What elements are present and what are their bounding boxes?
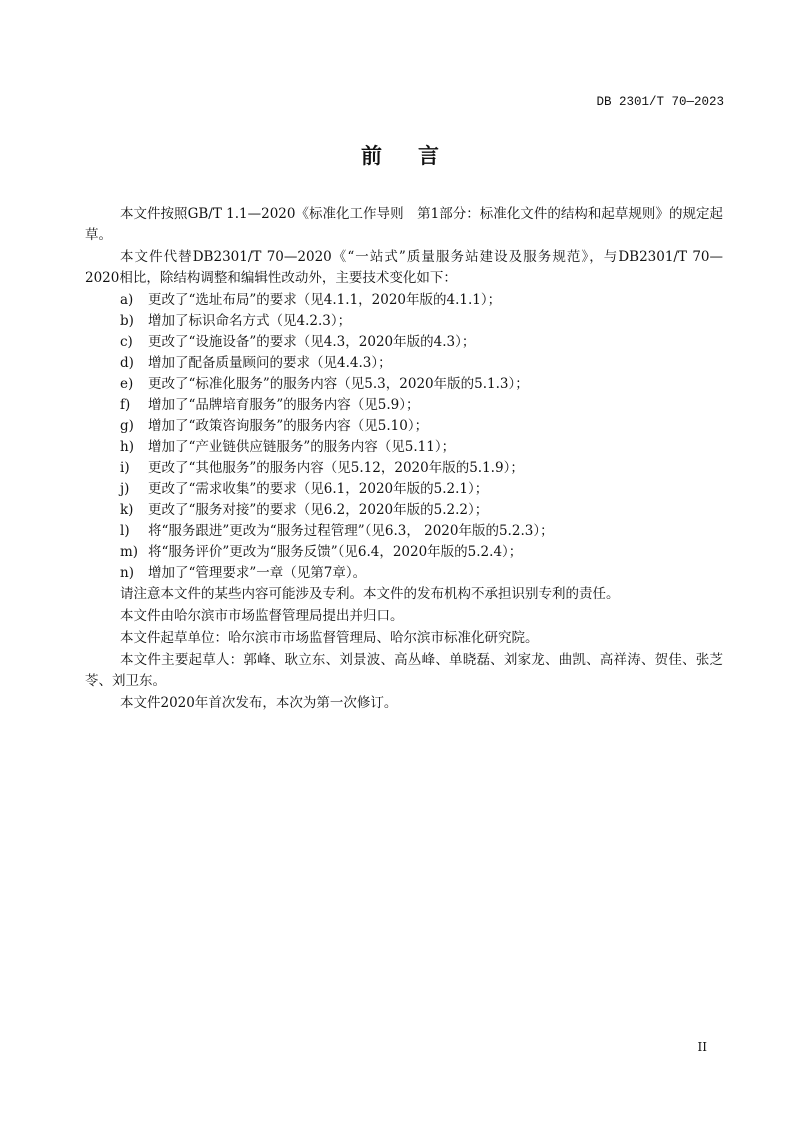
list-label: a) <box>120 292 134 308</box>
list-text: 将“服务跟进”更改为“服务过程管理”（见6.3， 2020年版的5.2.3）； <box>148 523 554 539</box>
paragraph: 本文件由哈尔滨市市场监督管理局提出并归口。 <box>120 608 404 624</box>
list-item <box>85 521 723 542</box>
list-label: b) <box>120 313 134 329</box>
list-text: 增加了“产业链供应链服务”的服务内容（见5.11）； <box>148 439 456 455</box>
foreword-body <box>85 204 723 715</box>
list-item <box>85 311 723 332</box>
document-code: DB 2301/T 70—2023 <box>596 95 724 109</box>
paragraph: 请注意本文件的某些内容可能涉及专利。本文件的发布机构不承担识别专利的责任。 <box>120 586 620 602</box>
list-label: h) <box>120 439 134 455</box>
list-label: m) <box>120 544 139 560</box>
list-text: 增加了标识命名方式（见4.2.3）； <box>148 313 352 329</box>
changes-list <box>85 290 723 584</box>
list-label: l) <box>120 523 130 539</box>
list-label: i) <box>120 460 130 476</box>
closing-paragraphs <box>85 584 723 714</box>
list-item <box>85 374 723 395</box>
paragraph: 本文件2020年首次发布，本次为第一次修订。 <box>120 695 398 711</box>
list-label: j) <box>120 481 130 497</box>
list-item <box>85 416 723 437</box>
list-label: c) <box>120 334 133 350</box>
list-text: 更改了“服务对接”的要求（见6.2，2020年版的5.2.2）； <box>148 502 489 518</box>
list-item <box>85 479 723 500</box>
page-number: II <box>697 1040 707 1054</box>
list-text: 更改了“其他服务”的服务内容（见5.12，2020年版的5.1.9）； <box>148 460 524 476</box>
list-text: 增加了“品牌培育服务”的服务内容（见5.9）； <box>148 397 420 413</box>
list-item <box>85 500 723 521</box>
list-label: k) <box>120 502 134 518</box>
list-item <box>85 542 723 563</box>
list-item <box>85 563 723 584</box>
list-item <box>85 437 723 458</box>
list-label: n) <box>120 565 134 581</box>
list-text: 将“服务评价”更改为“服务反馈”（见6.4，2020年版的5.2.4）； <box>148 544 523 560</box>
list-text: 增加了“管理要求”一章（见第7章）。 <box>148 565 367 581</box>
list-text: 更改了“需求收集”的要求（见6.1，2020年版的5.2.1）； <box>148 481 489 497</box>
paragraph: 本文件主要起草人：郭峰、耿立东、刘景波、高丛峰、单晓磊、刘家龙、曲凯、高祥涛、贺佳、张芝苓、刘卫东。 <box>85 652 723 689</box>
list-label: e) <box>120 376 134 392</box>
list-text: 增加了配备质量顾问的要求（见4.4.3）； <box>148 355 392 371</box>
list-text: 增加了“政策咨询服务”的服务内容（见5.10）； <box>148 418 429 434</box>
page-title: 前言 <box>361 144 475 168</box>
list-item <box>85 458 723 479</box>
paragraph: 本文件按照GB/T 1.1—2020《标准化工作导则 第1部分：标准化文件的结构和起草规则》的规定起草。 <box>85 206 723 243</box>
list-text: 更改了“选址布局”的要求（见4.1.1，2020年版的4.1.1）； <box>148 292 502 308</box>
list-item <box>85 332 723 353</box>
list-label: f) <box>120 397 131 413</box>
list-item <box>85 395 723 416</box>
list-text: 更改了“设施设备”的要求（见4.3，2020年版的4.3）； <box>148 334 476 350</box>
paragraph: 本文件起草单位：哈尔滨市市场监督管理局、哈尔滨市标准化研究院。 <box>120 630 539 646</box>
list-item <box>85 290 723 311</box>
list-label: d) <box>120 355 134 371</box>
list-text: 更改了“标准化服务”的服务内容（见5.3，2020年版的5.1.3）； <box>148 376 529 392</box>
list-label: g) <box>120 418 134 434</box>
paragraph: 本文件代替DB2301/T 70—2020《“一站式”质量服务站建设及服务规范》，与DB2301/T 70—2020相比，除结构调整和编辑性改动外，主要技术变化如下： <box>85 249 723 286</box>
list-item <box>85 353 723 374</box>
